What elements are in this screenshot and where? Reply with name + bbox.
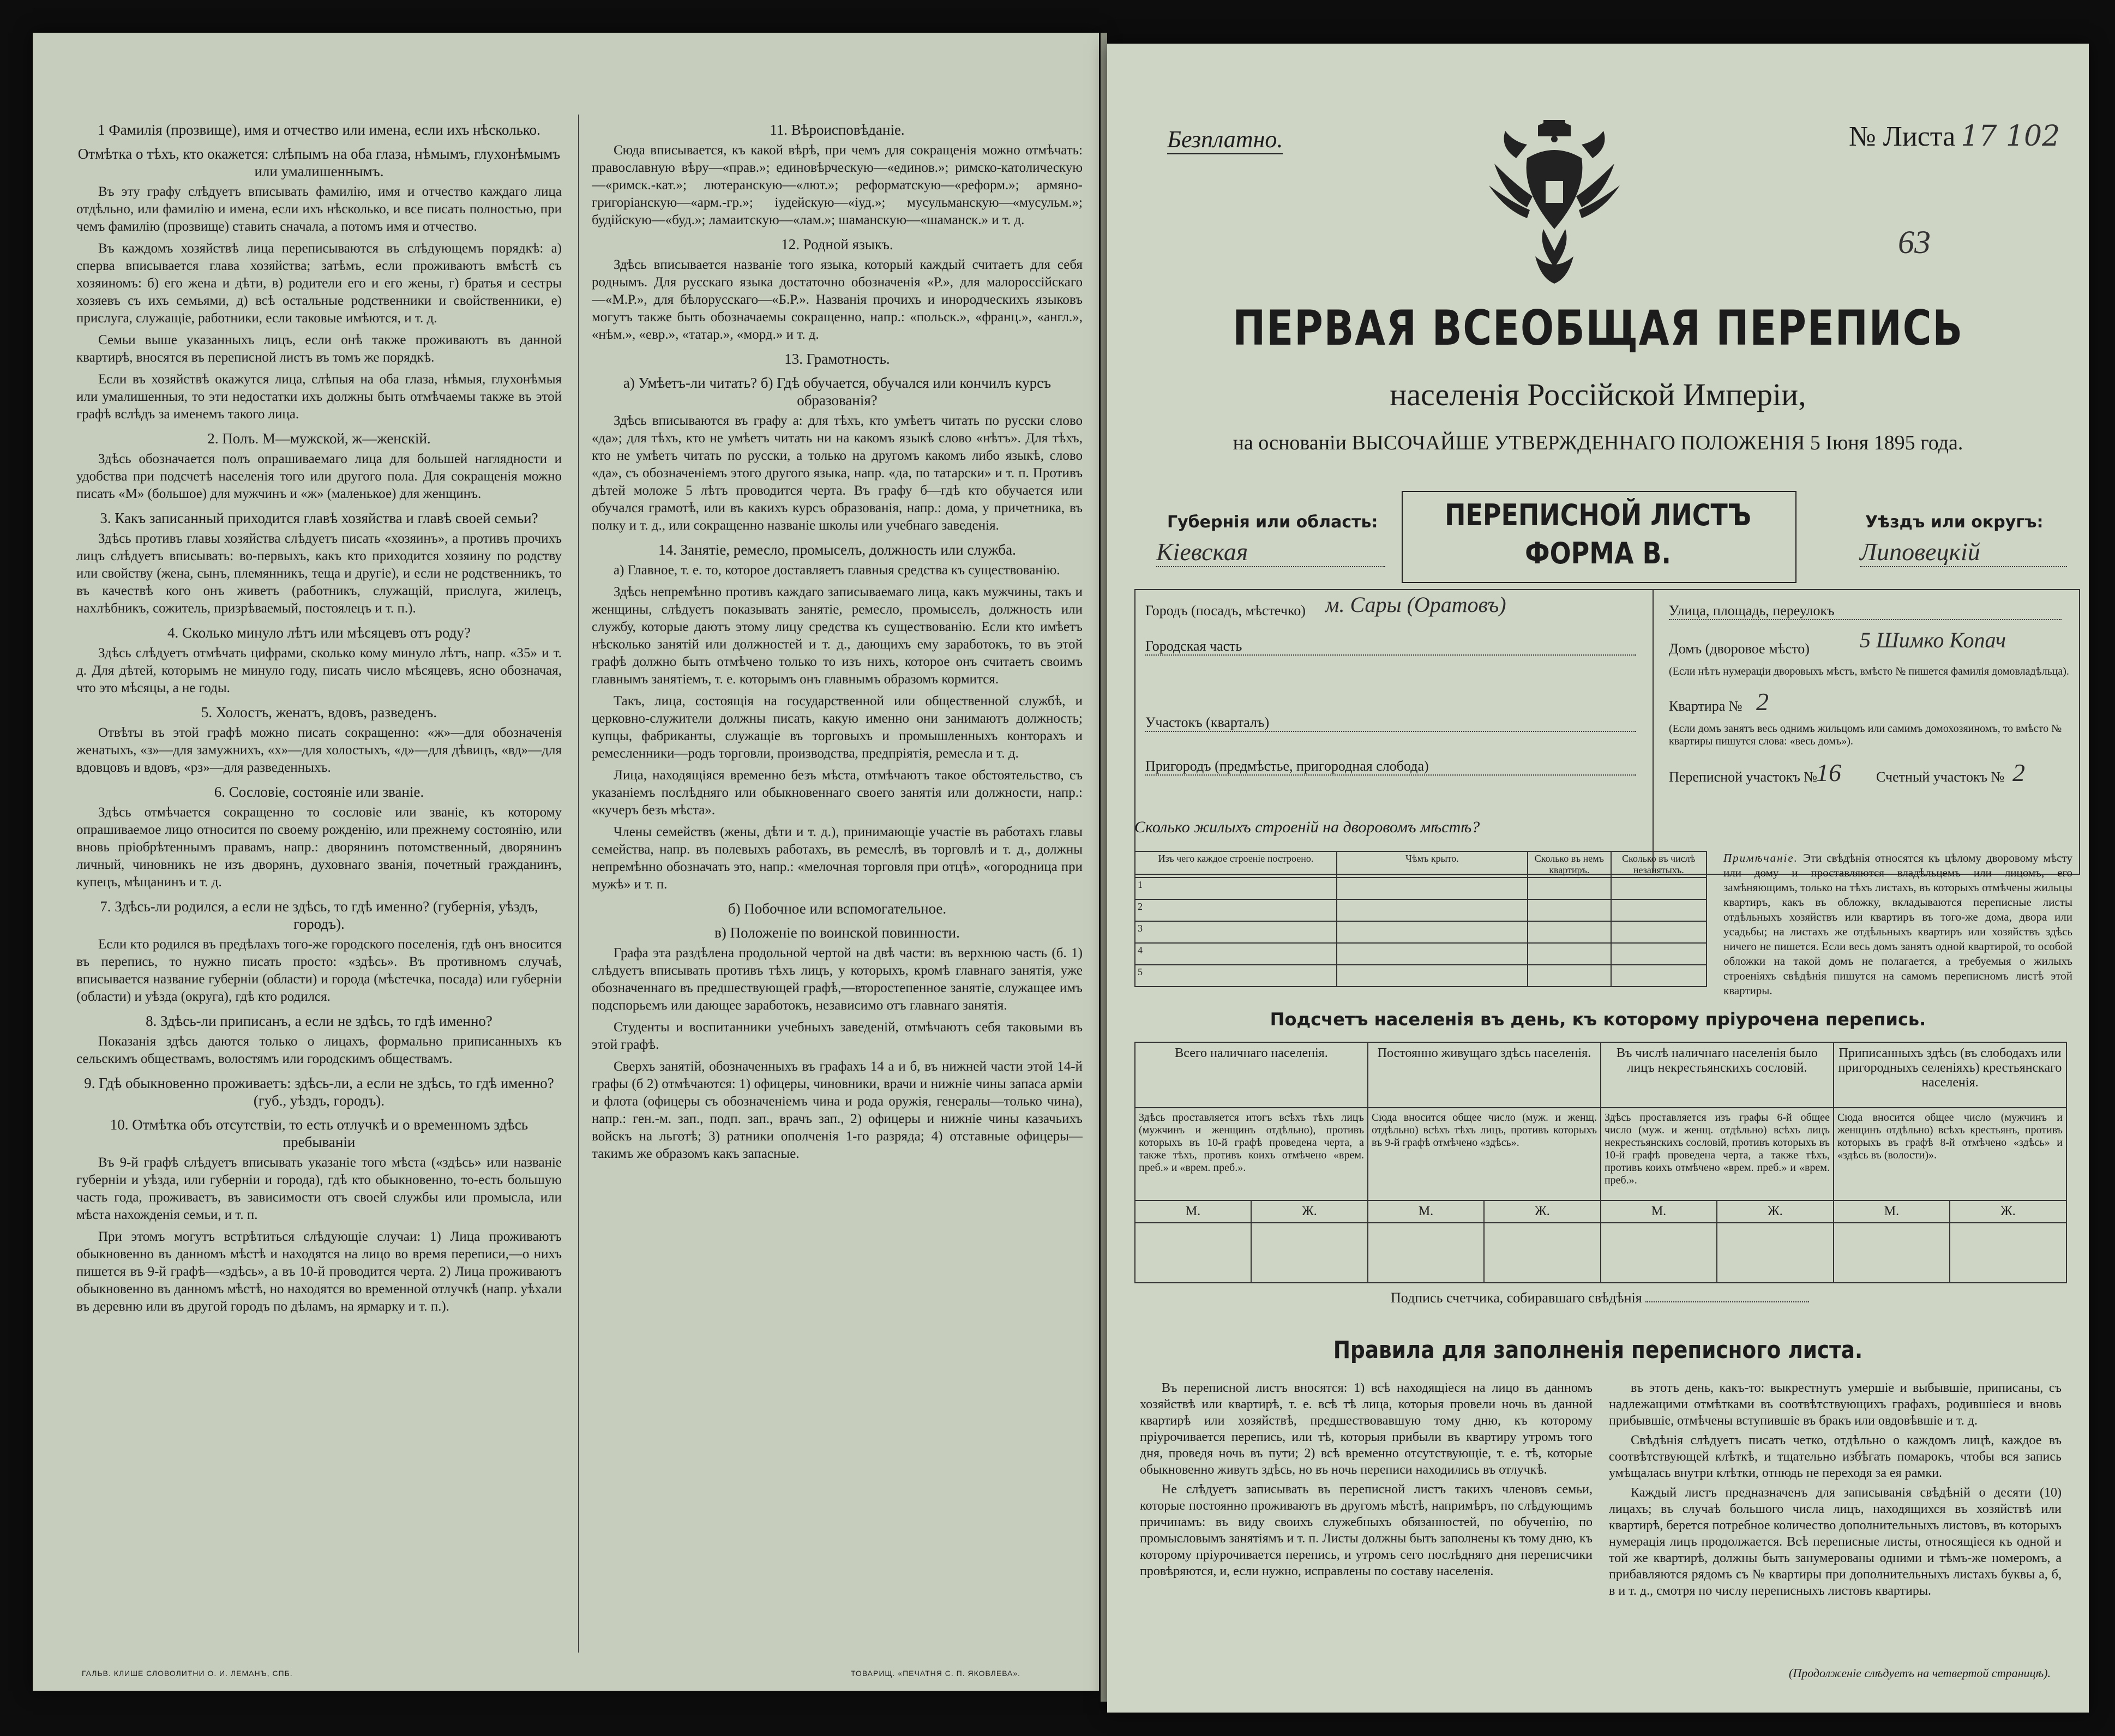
table-header-cell: Сколько въ числѣ незанятыхъ. — [1611, 851, 1707, 878]
sheet-number-handwritten: 17 102 — [1961, 120, 2060, 153]
paragraph: Здѣсь отмѣчается сокращенно то сословіе или званіе, къ которому опрашиваемое лицо относится по своему рожденію, или прежнему состоянію, или вновь пріобрѣтеннымъ правамъ, напр.: дворянинъ потомственный, дворянинъ личный, чиновникъ не изъ дворянъ, духовнаго званія, почетный гражданинъ, купецъ, мѣщанинъ и т. д. — [76, 805, 562, 890]
buildings-note — [1723, 851, 2072, 998]
paragraph: При этомъ могутъ встрѣтиться слѣдующіе случаи: 1) Лица проживаютъ обыкновенно въ данномъ мѣстѣ и находятся на лицо во время переписи,—о нихъ пишется въ 9-й графѣ—«здѣсь», а въ 10-й проводится черта. 2) Лица проживаютъ обыкновенно въ данномъ мѣстѣ, но находятся во временной отлучкѣ (напр. уѣхали въ деревню или въ другой городъ по дѣламъ, на ярмарку и т. п.). — [76, 1229, 562, 1314]
male-label: М. — [1135, 1200, 1251, 1223]
house-note: (Если нѣтъ нумераціи дворовыхъ мѣстъ, вмѣсто № пишется фамилія домовладѣльца). — [1669, 665, 2069, 677]
paragraph: Показанія здѣсь даются только о лицахъ, формально приписанныхъ къ сельскимъ обществамъ, волостямъ или городскимъ обществамъ. — [76, 1034, 562, 1066]
street-label: Улица, площадь, переулокъ — [1669, 603, 2062, 620]
paragraph: Сюда вписывается, къ какой вѣрѣ, при чемъ для сокращенія можно отмѣчать: православную вѣру—«прав.»; единовѣрческую—«единов.»; римско-католическую—«римск.-кат.»; лютеранскую—«лют.»; реформатскую—«реформ.»; армяно-григоріанскую—«арм.-гр.»; іудейскую—«іуд.»; мусульманскую—«мусульм.»; будійскую—«буд.»; ламаитскую—«лам.»; шаманскую—«шаманск.» и т. д. — [592, 143, 1083, 227]
table-row — [1135, 943, 1707, 965]
section-heading: 7. Здѣсь-ли родился, а если не здѣсь, то гдѣ именно? (губернія, уѣздъ, городъ). — [100, 898, 538, 932]
table-row — [1135, 899, 1707, 921]
house-value: 5 Шимко Копач — [1860, 628, 2006, 652]
district-label: Участокъ (кварталъ) — [1145, 714, 1636, 732]
paragraph: Сверхъ занятій, обозначенныхъ въ графахъ 14 а и б, въ нижней части этой 14-й графы (б 2) отмѣчаются: 1) офицеры, чиновники, врачи и нижніе чины запаса арміи и флота (офицеры съ обозначеніемъ чина и рода оружія, генералы—только чина), напр.: ген.-м. зап., подп. зап., врачъ зап., 2) офицеры и нижніе чины казачьихъ войскъ на льготѣ; 3) ратники ополченія 1-го разряда; 4) отставные офицеры—такимъ же образомъ какъ запасные. — [592, 1059, 1083, 1161]
section-heading: 2. Полъ. М—мужской, ж—женскій. — [207, 430, 431, 447]
city-part-label: Городская часть — [1145, 638, 1636, 656]
sheet-number — [1849, 120, 2060, 153]
buildings-table — [1134, 851, 1707, 987]
table-header-cell: Изъ чего каждое строеніе построено. — [1135, 851, 1337, 878]
page-title: ПЕРВАЯ ВСЕОБЩАЯ ПЕРЕПИСЬ — [1233, 300, 1963, 356]
count-header-cell: Постоянно живущаго здѣсь населенія. — [1368, 1042, 1601, 1108]
section-heading: 3. Какъ записанный приходится главѣ хозяйства и главѣ своей семьи? — [100, 510, 538, 526]
flat-value: 2 — [1756, 688, 1769, 716]
count-desc-cell: Сюда вносится общее число (муж. и женщ. отдѣльно) всѣхъ тѣхъ лицъ, противъ которыхъ въ 9-й графѣ отмѣчено «здѣсь». — [1368, 1108, 1601, 1200]
house-label: Домъ (дворовое мѣсто) — [1669, 641, 1810, 657]
paragraph: Такъ, лица, состоящія на государственной или общественной службѣ, и церковно-служители должны писать, какую именно они занимаютъ должность; купцы, фабриканты, служащіе въ торговыхъ и промышленныхъ конторахъ и ремесленники—родъ торговли, производства, предпріятія, ремесла и т. д. — [592, 694, 1083, 761]
page-subtitle: населенія Россійской Имперіи, — [1390, 377, 1806, 412]
paragraph: а) Главное, т. е. то, которое доставляетъ главныя средства къ существованію. — [614, 563, 1060, 578]
count-header-cell: Всего наличнаго населенія. — [1135, 1042, 1368, 1108]
paragraph: Здѣсь слѣдуетъ отмѣчать цифрами, сколько кому минуло лѣтъ, напр. «35» и т. д. Для дѣтей, которымъ не минуло году, писать число мѣсяцевъ, ясно обозначая, что это мѣсяцы, а не годы. — [76, 646, 562, 695]
legal-basis: на основаніи ВЫСОЧАЙШЕ УТВЕРЖДЕННАГО ПОЛОЖЕНІЯ 5 Іюня 1895 года. — [1233, 431, 1963, 454]
printer-footer-right: ТОВАРИЩ. «ПЕЧАТНЯ С. П. ЯКОВЛЕВА». — [851, 1669, 1021, 1678]
handwritten-63: 63 — [1898, 224, 1931, 260]
section-heading: 8. Здѣсь-ли приписанъ, а если не здѣсь, то гдѣ именно? — [146, 1013, 492, 1029]
count-desc-cell: Сюда вносится общее число (мужчинъ и женщинъ отдѣльно) всѣхъ крестьянъ, противъ которыхъ въ графѣ 8-й отмѣчено «здѣсь» и «здѣсь въ (волости)». — [1834, 1108, 2066, 1200]
paragraph: Здѣсь вписывается названіе того языка, который каждый считаетъ для себя роднымъ. Для русскаго языка достаточно обозначенія «Р.», для малороссійскаго—«М.Р.», для бѣлорусскаго—«Б.Р.». Названія прочихъ и инородческихъ языковъ могутъ также быть обозначаемы сокращенно, напр.: «польск.», «франц.», «англ.», «нѣм.», «евр.», «татар.», «морд.» и т. д. — [592, 257, 1083, 342]
printer-footer-left: ГАЛЬВ. КЛИШЕ СЛОВОЛИТНИ О. И. ЛЕМАНЪ, СПБ. — [82, 1669, 293, 1678]
city-label: Городъ (посадъ, мѣстечко) — [1145, 603, 1306, 618]
section-heading: 13. Грамотность. — [784, 351, 890, 367]
row-number: 4 — [1135, 943, 1337, 965]
female-label: Ж. — [1717, 1200, 1834, 1223]
census-area-label: Переписной участокъ № — [1669, 769, 1818, 785]
right-page — [1107, 44, 2089, 1713]
section-heading: 5. Холостъ, женатъ, вдовъ, разведенъ. — [201, 704, 437, 720]
rules-paragraph: Въ переписной листъ вносятся: 1) всѣ находящіеся на лицо въ данномъ хозяйствѣ или квартирѣ, т. е. всѣ тѣ лица, которыя провели ночь въ данной квартирѣ или хозяйствѣ, предшествовавшую тому дню, къ которому пріурочивается перепись, или тѣ, которыя прибыли въ квартиру утромъ того дня, проведя ночь въ пути; 2) всѣ временно отсутствующіе, т. е. тѣ, которые обыкновенно живутъ здѣсь, но въ ночь переписи находились въ отлучкѣ. — [1140, 1381, 1593, 1477]
rules-paragraph: Свѣдѣнія слѣдуетъ писать четко, отдѣльно о каждомъ лицѣ, каждое въ соотвѣтствующей клѣткѣ, и тщательно избѣгать помарокъ, чтобы вся запись умѣщалась внутри клѣтки, отнюдь не переходя за ея рамки. — [1609, 1433, 2062, 1480]
section-heading: 10. Отмѣтка объ отсутствіи, то есть отлучкѣ и о временномъ здѣсь пребываніи — [110, 1116, 528, 1150]
enumerator-signature — [1391, 1290, 1936, 1306]
counting-area-label: Счетный участокъ № — [1876, 769, 2005, 785]
count-sex-row — [1135, 1200, 2066, 1223]
uezd-value: Липовецкій — [1860, 537, 2067, 567]
count-title: Подсчетъ населенія въ день, къ которому пріурочена перепись. — [1270, 1009, 1926, 1030]
suburb-label: Пригородъ (предмѣстье, пригородная слобода) — [1145, 758, 1636, 776]
paragraph: Въ 9-й графѣ слѣдуетъ вписывать указаніе того мѣста («здѣсь» или названіе губерніи и уѣзда, или губерніи и города), гдѣ кто обыкновенно, то-есть большую часть года, проживаетъ, въ зависимости отъ своей службы или промысла, или мѣста нахожденія семьи, и т. п. — [76, 1155, 562, 1222]
female-label: Ж. — [1251, 1200, 1368, 1223]
flat-label: Квартира № — [1669, 698, 1743, 714]
paragraph: Здѣсь непремѣнно противъ каждаго записываемаго лица, какъ мужчины, такъ и женщины, слѣдуетъ показывать занятіе, ремесло, промыселъ, должность или службу, которые даютъ этому лицу средства къ существованію. Если кто имѣетъ нѣсколько занятій или должностей и т. д., дающихъ ему заработокъ, то въ этой графѣ должно быть отмѣчено только то изъ нихъ, которое онъ считаетъ своимъ главнымъ занятіемъ, т. е. которымъ онъ главнымъ образомъ кормится. — [592, 585, 1083, 687]
row-number: 2 — [1135, 899, 1337, 921]
count-header-cell: Приписанныхъ здѣсь (въ слободахъ или пригородныхъ селеніяхъ) крестьянскаго населенія. — [1834, 1042, 2066, 1108]
paragraph: Здѣсь обозначается полъ опрашиваемаго лица для большей наглядности и удобства при подсчетѣ населенія того или другого пола. Для сокращенія можно писать «М» (большое) для мужчинъ и «ж» (маленькое) для женщинъ. — [76, 452, 562, 501]
male-label: М. — [1601, 1200, 1717, 1223]
section-heading: а) Умѣетъ-ли читать? б) Гдѣ обучается, обучался или кончилъ курсъ образованія? — [623, 375, 1052, 409]
sheet-number-label: № Листа — [1849, 121, 1956, 152]
left-column-a — [76, 115, 562, 1653]
table-row — [1135, 965, 1707, 987]
rules-continued-note: (Продолженіе слѣдуетъ на четвертой страницѣ). — [1789, 1666, 2051, 1680]
double-headed-eagle-icon — [1483, 115, 1625, 289]
section-heading: 6. Сословіе, состояніе или званіе. — [214, 784, 424, 800]
census-area-value: 16 — [1816, 759, 1841, 786]
paragraph: Въ каждомъ хозяйствѣ лица переписываются въ слѣдующемъ порядкѣ: а) сперва вписывается глава хозяйства; затѣмъ, если проживаютъ вмѣстѣ съ хозяиномъ: б) его жена и дѣти, в) родители его и его жены, г) братья и сестры хозяевъ съ ихъ семьями, д) всѣ остальные родственники и свойственники, е) прислуга, служащіе, работники, если таковые имѣются, и т. д. — [76, 241, 562, 326]
section-heading: 1 Фамилія (прозвище), имя и отчество или имена, если ихъ нѣсколько. — [98, 122, 540, 138]
female-label: Ж. — [1484, 1200, 1601, 1223]
rules-column-b — [1609, 1380, 2062, 1663]
rules-paragraph: Каждый листъ предназначенъ для записыванія свѣдѣній о десяти (10) лицахъ; въ случаѣ большого числа лицъ, находящихся въ хозяйствѣ или квартирѣ, берется потребное количество дополнительныхъ листовъ, въ которыхъ нумерація лицъ продолжается. Всѣ переписные листы, относящіеся къ одной и той же квартирѣ, должны быть занумерованы одними и тѣмъ-же номеромъ, а прибавляются рядомъ съ № квартиры при дополнительныхъ листахъ буквы а, б, в и т. д., смотря по числу переписныхъ листовъ квартиры. — [1609, 1486, 2062, 1598]
signature-line — [1645, 1301, 1809, 1302]
left-column-b — [592, 115, 1083, 1653]
form-title-line-1: ПЕРЕПИСНОЙ ЛИСТЪ — [1445, 498, 1751, 532]
form-title-frame — [1402, 491, 1796, 583]
page-gutter — [1101, 33, 1107, 1702]
row-number: 3 — [1135, 921, 1337, 943]
count-header-cell: Въ числѣ наличнаго населенія было лицъ некрестьянскихъ сословій. — [1601, 1042, 1834, 1108]
rules-paragraph: Не слѣдуетъ записывать въ переписной листъ такихъ членовъ семьи, которые постоянно проживаютъ въ другомъ мѣстѣ, напримѣръ, по слѣдующимъ причинамъ: въ виду своихъ служебныхъ обязанностей, по обученію, по промысловымъ занятіямъ и т. п. Листы должны быть заполнены къ тому дню, къ которому пріурочивается перепись, и утромъ сего послѣдняго дня переписчики провѣряются, и, если нужно, исправлены по составу населенія. — [1140, 1482, 1593, 1578]
address-divider — [1653, 589, 1654, 873]
free-label: Безплатно. — [1167, 125, 1283, 154]
paragraph: Семьи выше указанныхъ лицъ, если онѣ также проживаютъ въ данной квартирѣ, вносятся въ переписной листъ въ томъ же порядкѣ. — [76, 333, 562, 365]
paragraph: Графа эта раздѣлена продольной чертой на двѣ части: въ верхнюю часть (б. 1) слѣдуетъ вписывать противъ тѣхъ лицъ, у которыхъ, кромѣ главнаго занятія, уже обозначеннаго въ предшествующей графѣ,—второстепенное занятіе, служащее имъ подспорьемъ или дающее заработокъ, независимо отъ главнаго занятія. — [592, 946, 1083, 1013]
count-desc-cell: Здѣсь проставляется изъ графы 6-й общее число (муж. и женщ. отдѣльно) всѣхъ лицъ некрестьянскихъ сословій, противъ которыхъ въ 10-й графѣ проведена черта, а также тѣхъ, противъ коихъ отмѣчено «врем. преб.» и «врем. преб.». — [1601, 1108, 1834, 1200]
row-number: 1 — [1135, 878, 1337, 899]
paragraph: Отвѣты въ этой графѣ можно писать сокращенно: «ж»—для обозначенія женатыхъ, «з»—для замужнихъ, «х»—для холостыхъ, «д»—для дѣвицъ, «вд»—для вдовцовъ и вдовъ, «рз»—для разведенныхъ. — [76, 725, 562, 775]
section-heading: 4. Сколько минуло лѣтъ или мѣсяцевъ отъ роду? — [167, 624, 471, 641]
population-count-table — [1134, 1042, 2067, 1283]
enumerator-signature-label: Подпись счетчика, собиравшаго свѣдѣнія — [1391, 1290, 1642, 1306]
count-desc-cell: Здѣсь проставляется итогъ всѣхъ тѣхъ лицъ (мужчинъ и женщинъ отдѣльно), противъ которыхъ въ 10-й графѣ проведена черта, а также тѣхъ, противъ коихъ отмѣчено «врем. преб.» и «врем. преб.». — [1135, 1108, 1368, 1200]
section-heading: 14. Занятіе, ремесло, промыселъ, должность или служба. — [658, 542, 1016, 558]
male-label: М. — [1368, 1200, 1484, 1223]
buildings-table-header — [1135, 851, 1707, 878]
table-row — [1135, 878, 1707, 899]
paragraph: Члены семействъ (жены, дѣти и т. д.), принимающіе участіе въ работахъ главы семейства, напр. въ полевыхъ работахъ, въ ремеслѣ, въ торговлѣ и т. д., должны непремѣнно обозначать это, напр.: «мелочная торговля при отцѣ», «огородница при мужѣ» и т. п. — [592, 825, 1083, 892]
row-number: 5 — [1135, 965, 1337, 987]
form-title-line-2: ФОРМА В. — [1525, 536, 1671, 570]
flat-note: (Если домъ занятъ весь однимъ жильцомъ или самимъ домохозяиномъ, то вмѣсто № квартиры пишутся слова: «весь домъ»). — [1669, 723, 2062, 747]
note-text: Эти свѣдѣнія относятся къ цѣлому дворовому мѣсту или дому и проставляются владѣльцемъ или лицомъ, его замѣняющимъ, только на тѣхъ листахъ, въ которыхъ отмѣчены жильцы квартиръ, какъ въ обложку, вкладываются переписные листы отдѣльныхъ хозяйствъ или квартиръ въ того-же дома, двора или усадьбы; на листахъ же отдѣльныхъ квартиръ или хозяйствъ здѣсь ничего не пишется. Если весь домъ занятъ одной квартирой, то особой обложки на такой домъ не полагается, а требуемыя о жилыхъ строеніяхъ свѣдѣнія пишутся на самомъ переписномъ листѣ этой квартиры. — [1723, 851, 2072, 997]
section-heading: 9. Гдѣ обыкновенно проживаетъ: здѣсь-ли, а если не здѣсь, то гдѣ именно? (губ., уѣздъ, городъ). — [84, 1075, 554, 1109]
table-row — [1135, 921, 1707, 943]
counting-area-value: 2 — [2012, 759, 2025, 786]
gubernia-label: Губернія или область: — [1167, 513, 1378, 532]
table-header-cell: Чѣмъ крыто. — [1337, 851, 1528, 878]
section-heading: б) Побочное или вспомогательное. — [728, 900, 947, 917]
male-label: М. — [1834, 1200, 1950, 1223]
paragraph: Въ эту графу слѣдуетъ вписывать фамилію, имя и отчество каждаго лица отдѣльно, или фамилію и имена, если ихъ нѣсколько, и все писать полностью, при чемъ фамилію (прозвище) ставить сначала, а потомъ имя и отчество. — [76, 184, 562, 234]
uezd-label: Уѣздъ или округъ: — [1865, 513, 2044, 532]
female-label: Ж. — [1950, 1200, 2066, 1223]
rules-paragraph: въ этотъ день, какъ-то: выкрестнутъ умершіе и выбывшіе, приписаны, съ надлежащими отмѣтками въ соотвѣтствующихъ графахъ, родившіеся и вновь прибывшіе, отмѣчены вступившіе въ бракъ или овдовѣвшіе и т. д. — [1609, 1381, 2062, 1428]
column-divider — [578, 115, 579, 1653]
city-value: м. Сары (Оратовъ) — [1325, 592, 1506, 617]
paragraph: Если въ хозяйствѣ окажутся лица, слѣпыя на оба глаза, нѣмыя, глухонѣмыя или умалишенныя, то эти недостатки ихъ должны быть отмѣчаемы также въ этой графѣ вслѣдъ за именемъ такого лица. — [76, 372, 562, 422]
count-desc-row — [1135, 1108, 2066, 1200]
gubernia-value: Кіевская — [1156, 537, 1385, 567]
rules-column-a — [1140, 1380, 1593, 1674]
section-heading: 11. Вѣроисповѣданіе. — [770, 122, 905, 138]
paragraph: Здѣсь вписываются въ графу а: для тѣхъ, кто умѣетъ читать по русски слово «да»; для тѣхъ, кто не умѣетъ читать ни на какомъ языкѣ слово «нѣтъ». Для тѣхъ, кто не умѣетъ читать по русски, а только на другомъ какомъ либо языкѣ, слово «да», съ обозначеніемъ этого другого языка, напр. «да, по татарски» и т. п. Противъ дѣтей моложе 5 лѣтъ проводится черта. Въ графу б—гдѣ кто обучается или обучался грамотѣ, или въ какихъ курсъ образованія, напр.: дома, у причетника, въ полку и т. д., или сокращенно названіе школы или учебнаго заведенія. — [592, 413, 1083, 533]
table-header-cell: Сколько въ немъ квартиръ. — [1528, 851, 1611, 878]
paragraph: Лица, находящіяся временно безъ мѣста, отмѣчаютъ такое обстоятельство, съ указаніемъ послѣдняго или обыкновеннаго своего занятія или должности, напр.: «кучеръ безъ мѣста». — [592, 768, 1083, 818]
section-heading: Отмѣтка о тѣхъ, кто окажется: слѣпымъ на оба глаза, нѣмымъ, глухонѣмымъ или умалишеннымъ. — [77, 146, 561, 179]
left-page — [33, 33, 1099, 1691]
count-header-row — [1135, 1042, 2066, 1108]
section-heading: в) Положеніе по воинской повинности. — [714, 924, 960, 941]
rules-title: Правила для заполненія переписного листа. — [1333, 1336, 1863, 1364]
paragraph: Студенты и воспитанники учебныхъ заведеній, отмѣчаютъ себя таковыми въ этой графѣ. — [592, 1020, 1083, 1052]
paragraph: Здѣсь противъ главы хозяйства слѣдуетъ писать «хозяинъ», а противъ прочихъ лицъ слѣдуетъ вписывать: во-первыхъ, какъ кто приходится хозяину по родству или свойству (жена, сынъ, племянникъ, теща и другіе), и если не родственникъ, то въ качествѣ кого онъ живетъ (работникъ, служащій, прислуга, жилецъ, нахлѣбникъ, сожитель, призрѣваемый, постоялецъ и т. п.). — [76, 531, 562, 616]
buildings-question: Сколько жилыхъ строеній на дворовомъ мѣстѣ? — [1134, 818, 1480, 836]
note-label: Примѣчаніе. — [1723, 851, 1798, 864]
paragraph: Если кто родился въ предѣлахъ того-же городского поселенія, гдѣ онъ вносится въ перепись, то нужно писать просто: «здѣсь». Въ противномъ случаѣ, вписывается название губерніи (области) и города (мѣстечка, посада) или губерніи (области) и уѣзда (округа), гдѣ кто родился. — [76, 937, 562, 1004]
section-heading: 12. Родной языкъ. — [781, 236, 893, 253]
count-value-row — [1135, 1223, 2066, 1283]
